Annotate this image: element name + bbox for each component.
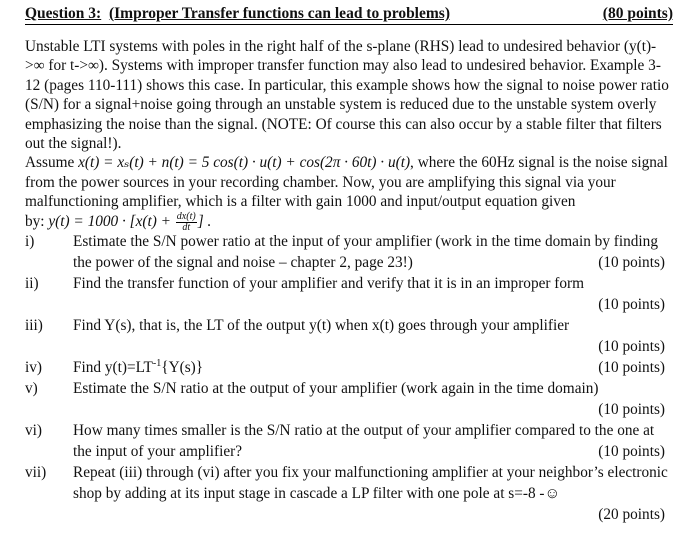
item-points: (10 points)	[598, 338, 665, 355]
fraction-denominator: dt	[182, 221, 191, 233]
sub-question-iv	[25, 357, 671, 378]
fraction-numerator: dx(t)	[176, 210, 196, 222]
sub-question-v	[25, 378, 671, 420]
question-header	[25, 2, 673, 25]
item-numeral: vii)	[25, 464, 47, 481]
question-title: (Improper Transfer functions can lead to problems)	[108, 5, 450, 22]
question-label: Question 3:	[25, 5, 102, 22]
assumption-text: , where the 60Hz signal is the noise signal from the power sources in your recording chamber. Now, you are amplifying this signal via your malfunctioning amplifier, which is a filter with gain 1000 and input/output equation given	[25, 154, 668, 211]
by-lead: by:	[25, 212, 49, 230]
question-points: (80 points)	[602, 5, 673, 22]
sub-question-iii	[25, 315, 671, 357]
input-signal-equation: x(t) = xₛ(t) + n(t) = 5 cos(t) · u(t) + cos(2π · 60t) · u(t)	[78, 154, 411, 172]
item-numeral: ii)	[25, 275, 39, 292]
intro-text: Unstable LTI systems with poles in the right half of the s-plane (RHS) lead to undesired behavior (y(t)->∞ for t->∞). Systems with improper transfer function may also lead to undesired behavior. Example 3-12 (pages 110-111) shows this case. In particular, this example shows how the signal to noise power ratio (S/N) for a signal+noise going through an unstable system is reduced due to the unstable system overly emphasizing the noise than the signal. (NOTE: Of course this can also occur by a stable filter that filters out the signal!).	[25, 38, 669, 153]
item-points: (10 points)	[598, 254, 665, 271]
amplifier-equation-part-b: ] .	[197, 212, 212, 230]
sub-question-i	[25, 231, 671, 273]
derivative-fraction	[176, 212, 197, 233]
item-numeral: vi)	[25, 422, 42, 439]
sub-question-vii	[25, 462, 671, 525]
question-intro	[25, 37, 671, 233]
item-numeral: iv)	[25, 359, 42, 376]
item-text: Repeat (iii) through (vi) after you fix your malfunctioning amplifier at your neighbor’s electronic shop by adding at its input stage in cascade a LP filter with one pole at s=-8 -☺	[73, 464, 668, 502]
sub-question-vi	[25, 420, 671, 462]
sub-question-list	[25, 231, 671, 525]
item-points: (10 points)	[598, 443, 665, 460]
item-text: Estimate the S/N ratio at the output of your amplifier (work again in the time domain)	[73, 380, 599, 397]
item-text: How many times smaller is the S/N ratio at the output of your amplifier compared to the one at the input of your amplifier?	[73, 422, 655, 460]
item-points: (10 points)	[598, 359, 665, 376]
item-text: Find Y(s), that is, the LT of the output y(t) when x(t) goes through your amplifier	[73, 317, 570, 334]
item-numeral: v)	[25, 380, 38, 397]
assume-lead: Assume	[25, 154, 79, 172]
item-text: Find the transfer function of your amplifier and verify that it is in an improper form	[73, 275, 585, 292]
item-text: Estimate the S/N power ratio at the input of your amplifier (work in the time domain by finding the power of the signal and noise – chapter 2, page 23!)	[73, 233, 658, 271]
amplifier-equation-line	[25, 212, 671, 233]
intro-paragraph	[25, 37, 671, 153]
inverse-superscript: -1	[152, 357, 162, 369]
amplifier-equation-part-a: y(t) = 1000 · [x(t) +	[48, 212, 175, 230]
item-numeral: iii)	[25, 317, 43, 334]
assumption-paragraph	[25, 153, 671, 211]
sub-question-ii	[25, 273, 671, 315]
item-text-b: {Y(s)}	[161, 359, 204, 376]
item-points: (10 points)	[598, 401, 665, 418]
question-heading	[25, 5, 450, 23]
item-numeral: i)	[25, 233, 35, 250]
item-points: (10 points)	[598, 296, 665, 313]
item-points: (20 points)	[598, 506, 665, 523]
item-text-a: Find y(t)=LT	[73, 359, 153, 376]
